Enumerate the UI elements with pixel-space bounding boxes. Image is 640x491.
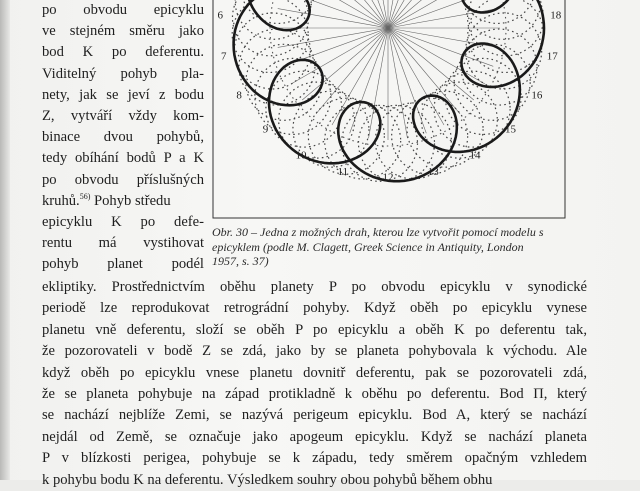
text-line: že se planeta pohybuje na západ protikladně k oběhu po deferentu. Bod Π, který — [42, 385, 587, 402]
text-line: epicyklu K po defe- — [42, 213, 204, 230]
text-fragment: Pohyb středu — [90, 192, 171, 209]
position-number: 8 — [236, 89, 242, 102]
text-line: nety, jak se jeví z bodu — [42, 86, 204, 103]
position-number: 16 — [531, 89, 543, 102]
text-line: binace dvou pohybů, — [42, 129, 204, 146]
text-line: ve stejném směru jako — [42, 23, 204, 40]
epicycle-figure — [205, 0, 585, 222]
position-number: 15 — [505, 123, 516, 136]
text-line: že pozorovateli v bodě Z se zdá, jako by se planeta pohybovala k východu. Ale — [42, 343, 587, 360]
text-line: Viditelný pohyb pla- — [42, 65, 204, 82]
text-line: k pohybu bodu K na deferentu. Výsledkem souhry obou pohybů během obhu — [42, 471, 493, 488]
position-number: 13 — [427, 165, 439, 178]
left-text-column — [42, 0, 204, 275]
epicycle-circle — [468, 0, 544, 72]
body-text — [42, 277, 587, 491]
page-gutter — [0, 0, 10, 480]
text-line: bod K po deferentu. — [42, 44, 204, 61]
epicycle-circle — [325, 103, 401, 179]
text-line: P v blízkosti perigea, pohybuje se k západu, tedy směrem opačným vzhledem — [42, 450, 587, 467]
text-line: tedy obíhání bodů P a K — [42, 150, 204, 167]
footnote-mark[interactable]: 56) — [79, 191, 91, 201]
figure-caption: Obr. 30 – Jedna z možných drah, kterou lze vytvořit pomocí modelu s epicyklem (podle M. Clagett, Greek Science in Antiquity, London 1957, s. 37) — [212, 225, 544, 269]
text-line: pohyb planet podél — [42, 256, 204, 273]
radial-line — [350, 0, 388, 28]
radial-line — [388, 0, 485, 28]
radial-line — [302, 0, 388, 28]
epicycle-circle — [234, 13, 310, 89]
position-number: 6 — [217, 9, 224, 22]
position-number: 18 — [550, 9, 562, 22]
text-line: po obvodu příslušných — [42, 171, 204, 188]
text-line: planetu vně deferentu, složí se oběh P po epicyklu a oběh K po deferentu tak, — [42, 321, 587, 338]
text-line: rentu má vystihovat — [42, 235, 204, 252]
text-fragment: kruhů. — [42, 192, 80, 209]
text-line: nejdál od Země, se označuje jako apogeum epicyklu. Když se nachází planeta — [42, 428, 587, 445]
text-line: ekliptiky. Prostřednictvím oběhu planety P po obvodu epicyklu v synodické — [42, 279, 587, 295]
text-line: Z, vytváří vždy kom- — [42, 107, 204, 124]
position-number: 11 — [337, 165, 349, 178]
position-number: 17 — [546, 50, 558, 63]
position-number: 10 — [295, 149, 307, 162]
text-line: periodě lze reprodukovat retrográdní pohyby. Když oběh po epicyklu vynese — [42, 300, 587, 317]
text-line — [42, 191, 204, 212]
position-number: 12 — [382, 171, 394, 184]
radial-line — [388, 0, 474, 28]
position-number: 14 — [469, 149, 481, 162]
epicycle-circle — [266, 71, 342, 147]
epicycle-diagram — [205, 0, 585, 222]
text-line: po obvodu epicyklu — [42, 2, 204, 18]
position-number: 9 — [262, 123, 269, 136]
text-line: se nachází nejblíže Zemi, se nazývá perigeum epicyklu. Bod A, který se nachází — [42, 407, 587, 424]
radial-line — [388, 0, 426, 28]
position-number: 7 — [220, 50, 227, 63]
text-line: když oběh po epicyklu vnese planetu dovnitř deferentu, pak se pozorovateli zdá, — [42, 364, 587, 381]
epicycle-circle — [460, 0, 536, 23]
